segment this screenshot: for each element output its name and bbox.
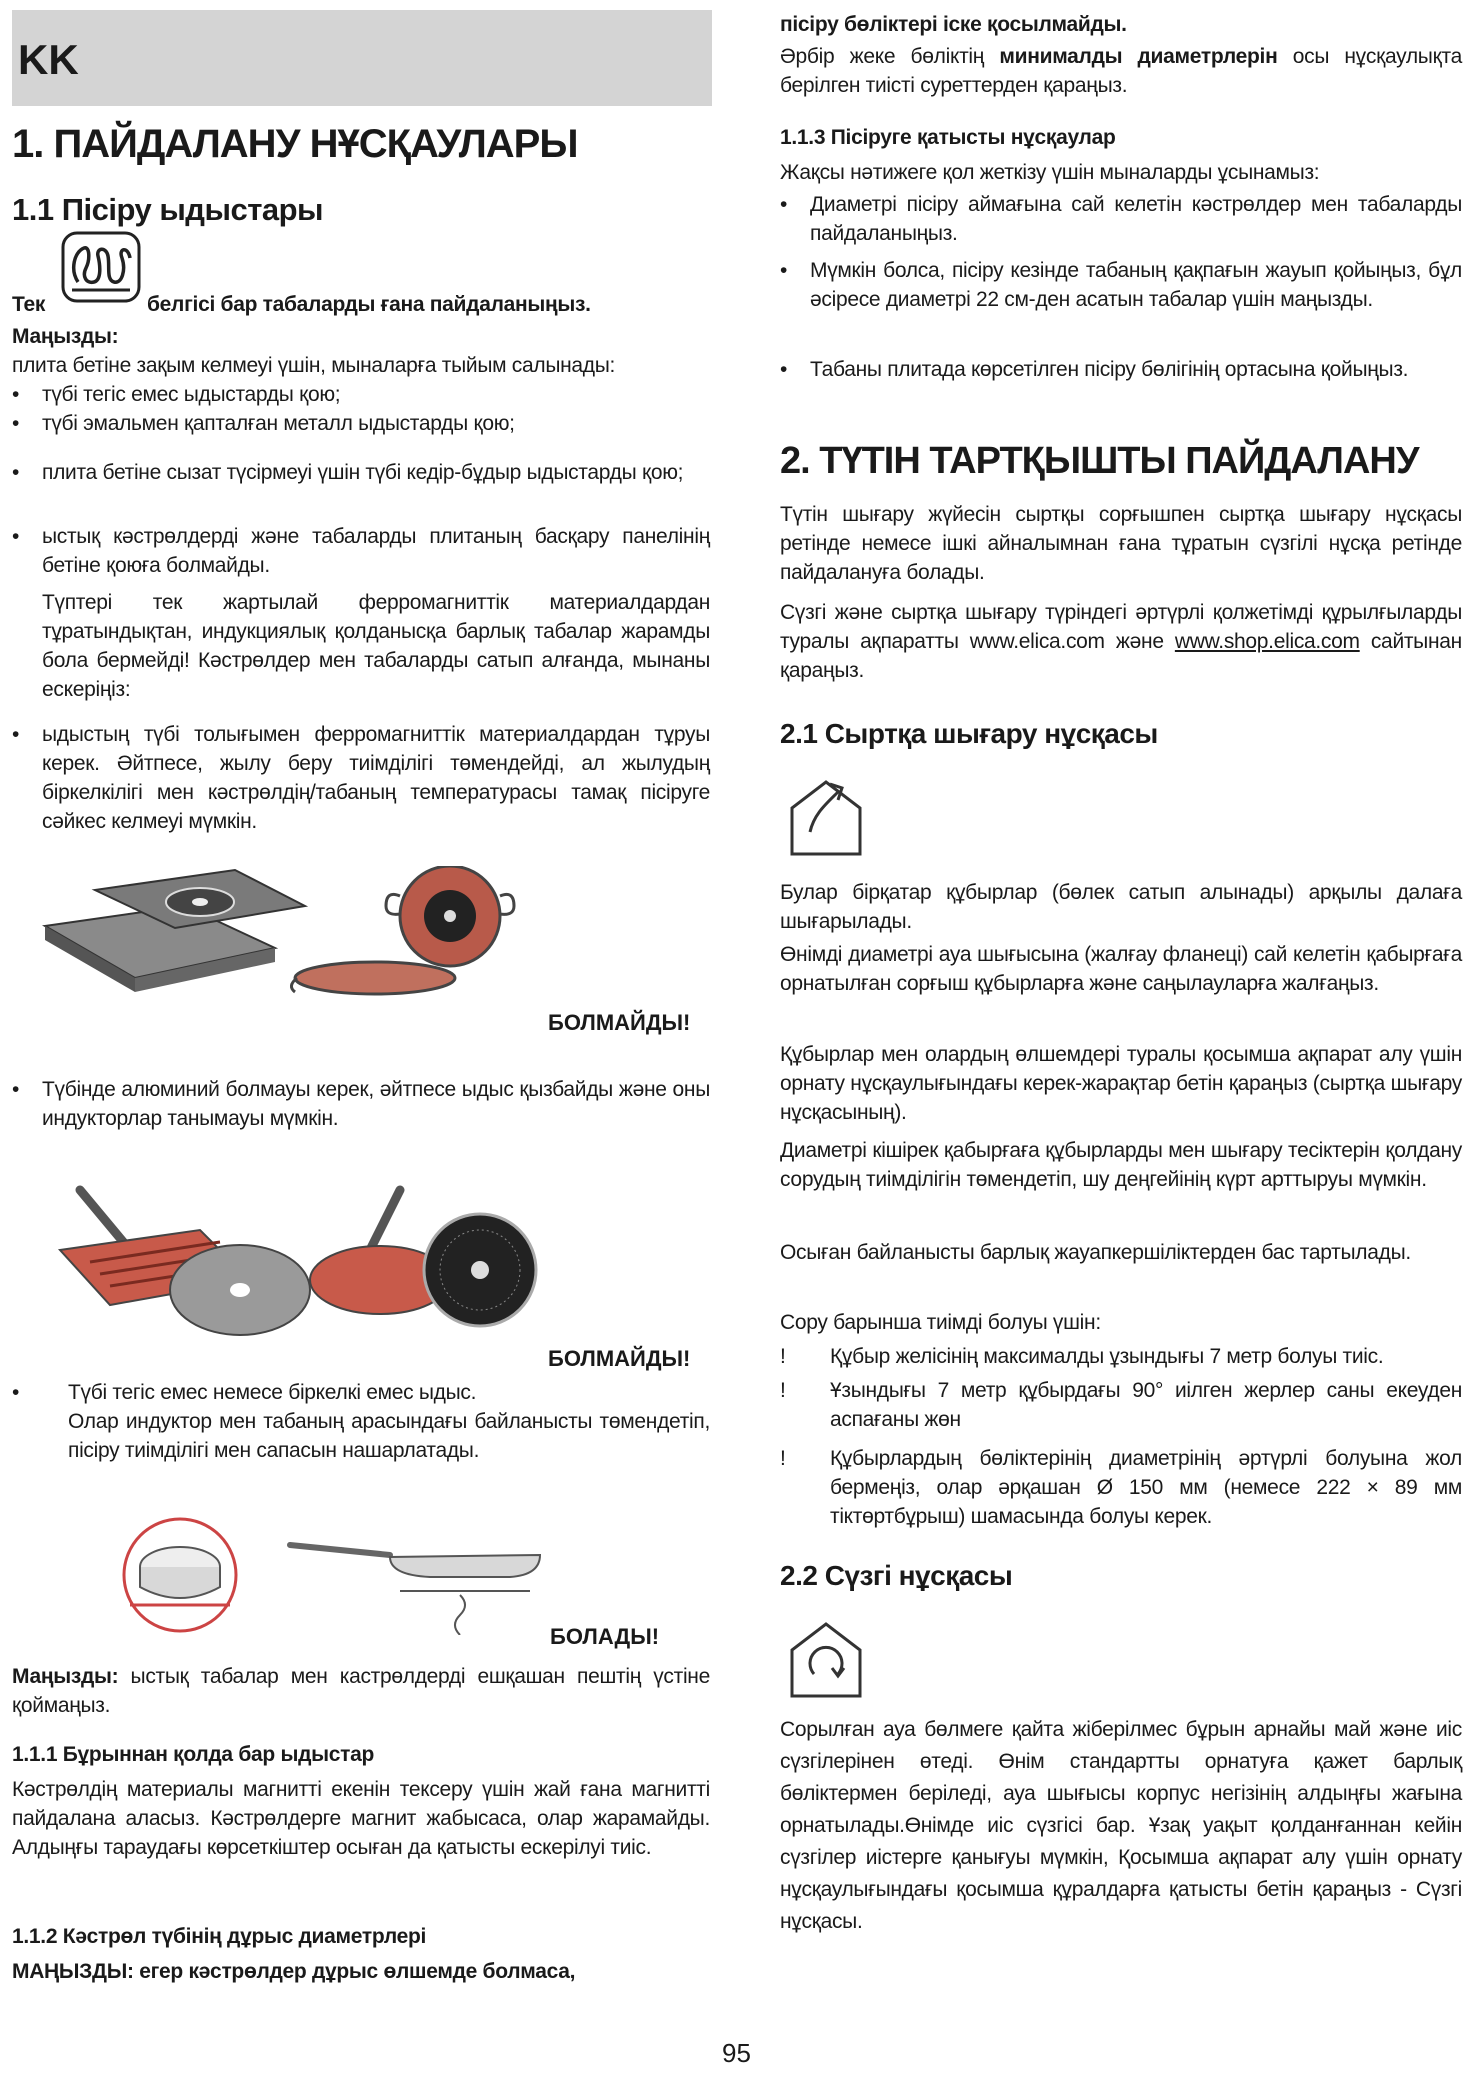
list-item: • ыдыстың түбі толығымен ферромагниттік материалдардан тұруы керек. Әйтпесе, жылу беру тиімділігі төмендейді, ал жылудың біркелкілігі мен кәстрөлдің/табаның температурасы тамақ пісіруге сәйкес келмеуі мүмкін. [12, 720, 710, 836]
s21-paragraph: Өнімді диаметрі ауа шығысына (жалғау фланеці) сай келетін қабырғаға орнатылған сорғыш құбырларға және саңылауларға жалғаңыз. [780, 943, 1462, 995]
list-item: • Диаметрі пісіру аймағына сай келетін кәстрөлдер мен табаларды пайдаланыңыз. [780, 190, 1462, 248]
bullet-mark: • [780, 193, 788, 216]
bullet-mark: • [12, 1078, 20, 1101]
s112-cont-text-b: осы нұсқаулықта берілген тиісті суреттерден қараңыз. [780, 45, 1462, 97]
s21-paragraph: Құбырлар мен олардың өлшемдері туралы қосымша ақпарат алу үшін орнату нұсқаулығындағы керек-жарақтар бетін қараңыз (сыртқа шығару нұсқасының). [780, 1043, 1462, 1124]
flat-bottom-pans-image [90, 1505, 550, 1635]
s112-cont-bold2: минималды диаметрлерін [999, 45, 1278, 68]
page-number: 95 [722, 2038, 751, 2068]
s111-title: 1.1.1 Бұрыннан қолда бар ыдыстар [12, 1743, 375, 1766]
intro-text: плита бетіне зақым келмеуі үшін, мыналарға тыйым салынады: [12, 354, 616, 377]
ok-label: БОЛАДЫ! [550, 1624, 660, 1649]
grill-pans-image [40, 1170, 550, 1340]
s113-intro: Жақсы нәтижеге қол жеткізу үшін мыналарды ұсынамыз: [780, 161, 1320, 184]
list-item: • Түбі тегіс емес немесе біркелкі емес ыдыс. [12, 1378, 710, 1407]
tek-prefix: Тек [12, 293, 46, 316]
info-text-b: сайтынан қараңыз. [780, 630, 1462, 682]
list-item: • Мүмкін болса, пісіру кезінде табаның қақпағын жауып қойыңыз, бұл әсіресе диаметрі 22 см-ден асатын табалар үшін маңызды. [780, 256, 1462, 314]
important2-text: ыстық табалар мен кастрөлдерді ешқашан пештің үстіне қоймаңыз. [12, 1665, 710, 1717]
s111-text: Кәстрөлдің материалы магнитті екенін тексеру үшін жай ғана магнитті пайдалана аласыз. Кәстрөлдерге магнит жабысаса, олар жарамайды. Алдыңғы тараудағы көрсеткіштер осыған да қатысты ескерілуі тиіс. [12, 1778, 710, 1859]
elica-shop-link[interactable]: www.shop.elica.com [1174, 630, 1360, 653]
s22-title: 2.2 Сүзгі нұсқасы [780, 1560, 1013, 1591]
bullet-mark: • [780, 358, 788, 381]
s112-important [12, 1957, 710, 1986]
tek-rest: белгісі бар табаларды ғана пайдаланыңыз. [147, 293, 591, 316]
s112-cont-text-a: Әрбір жеке бөліктің [780, 45, 985, 68]
bullet-mark: • [12, 1381, 20, 1404]
list-item: • ыстық кәстрөлдерді және табаларды плитаның басқару панелінің бетіне қоюға болмайды. [12, 522, 710, 580]
list-item: • плита бетіне сызат түсірмеуі үшін түбі кедір-бұдыр ыдыстарды қою; [12, 458, 710, 487]
list-item: ! Құбыр желісінің максималды ұзындығы 7 метр болуы тиіс. [780, 1342, 1462, 1371]
griddle-and-paella-pan-image [35, 866, 555, 1006]
warning-label: БОЛМАЙДЫ! [548, 1010, 691, 1035]
bullet-mark: • [12, 723, 20, 746]
list-item: ! Ұзындығы 7 метр құбырдағы 90° иілген жерлер саны екеуден аспағаны жөн [780, 1376, 1462, 1434]
induction-coil-icon [60, 230, 142, 304]
bullet-mark: • [780, 259, 788, 282]
important2-label: Маңызды: [12, 1665, 119, 1688]
ferro-paragraph: Түптері тек жартылай ферромагниттік материалдардан тұратындықтан, индукциялық қолданысқа барлық табалар жарамды бола бермейді! Кәстрөлдер мен табаларды сатып алғанда, мынаны ескеріңіз: [42, 591, 710, 701]
bullet-mark: • [12, 383, 20, 406]
language-code: KK [18, 36, 79, 83]
s113-title: 1.1.3 Пісіруге қатысты нұсқаулар [780, 126, 1116, 149]
s112-label: МАҢЫЗДЫ: [12, 1960, 134, 1983]
section2-title: 2. ТҮТІН ТАРТҚЫШТЫ ПАЙДАЛАНУ [780, 440, 1419, 482]
s21-title: 2.1 Сыртқа шығару нұсқасы [780, 718, 1158, 749]
section1-title: 1. ПАЙДАЛАНУ НҰСҚАУЛАРЫ [12, 122, 578, 166]
s112-cont-paragraph [780, 42, 1462, 100]
list-item: • түбі эмальмен қапталған металл ыдыстарды қою; [12, 409, 710, 438]
bullet-mark: • [12, 461, 20, 484]
warning-label: БОЛМАЙДЫ! [548, 1346, 691, 1371]
section11-title: 1.1 Пісіру ыдыстары [12, 192, 324, 227]
list-item: • түбі тегіс емес ыдыстарды қою; [12, 380, 710, 409]
section2-intro: Түтін шығару жүйесін сыртқы сорғышпен сыртқа шығару нұсқасы ретінде немесе ішкі айналымнан ғана тұратын сүзгілі нұсқа ретінде пайдалануға болады. [780, 503, 1462, 584]
exclamation-mark: ! [780, 1345, 786, 1368]
section2-info [780, 598, 1462, 685]
s21-paragraph: Диаметрі кішірек қабырғаға құбырларды мен шығару тесіктерін қолдану сорудың тиімділігін төмендетіп, шу деңгейінің күрт арттыруы мүмкін. [780, 1139, 1462, 1191]
s112-text: егер кәстрөлдер дұрыс өлшемде болмаса, [139, 1960, 576, 1983]
s21-paragraph: Булар бірқатар құбырлар (бөлек сатып алынады) арқылы далаға шығарылады. [780, 881, 1462, 933]
s22-text: Сорылған ауа бөлмеге қайта жіберілмес бұрын арнайы май және иіс сүзгілерінен өтеді. Өнім стандартты орнатуға қажет барлық бөліктермен беріледі, ауа шығысы корпус негізінің алдыңғы жағына орнатылады.Өнімде иіс сүзгісі бар. Ұзақ уақыт қолданғаннан кейін сүзгілер иістерге қанығуы мүмкін, Қосымша ақпарат алу үшін орнату нұсқаулығындағы қосымша құралдарға қатысты бетін қараңыз - Сүзгі нұсқасы. [780, 1718, 1462, 1933]
bullet-mark: • [12, 412, 20, 435]
recirculating-filter-icon [786, 1616, 866, 1700]
list-item: • Түбінде алюминий болмауы керек, әйтпесе ыдыс қызбайды және оны индукторлар танымауы мүмкін. [12, 1075, 710, 1133]
s21-paragraph: Сору барынша тиімді болуы үшін: [780, 1311, 1101, 1334]
ducted-house-icon [786, 774, 866, 858]
exclamation-mark: ! [780, 1379, 786, 1402]
uneven-paragraph: Олар индуктор мен табаның арасындағы байланысты төмендетіп, пісіру тиімділігі мен сапасын нашарлатады. [68, 1410, 710, 1462]
list-item: • Табаны плитада көрсетілген пісіру бөлігінің ортасына қойыңыз. [780, 355, 1462, 384]
important2-paragraph [12, 1662, 710, 1720]
important-label: Маңызды: [12, 325, 119, 348]
exclamation-mark: ! [780, 1447, 786, 1470]
list-item: ! Құбырлардың бөліктерінің диаметрінің әртүрлі болуына жол бермеңіз, олар әрқашан Ø 150 мм (немесе 222 × 89 мм тіктөртбұрыш) шамасында болуы керек. [780, 1444, 1462, 1531]
s112-cont-bold: пісіру бөліктері іске қосылмайды. [780, 13, 1127, 36]
s21-paragraph: Осыған байланысты барлық жауапкершіліктерден бас тартылады. [780, 1241, 1411, 1264]
info-text-a: Сүзгі және сыртқа шығару түріндегі әртүрлі қолжетімді құрылғыларды туралы ақпаратты www.elica.com және [780, 601, 1462, 653]
language-bar [12, 10, 712, 106]
bullet-mark: • [12, 525, 20, 548]
s112-title: 1.1.2 Кәстрөл түбінің дұрыс диаметрлері [12, 1925, 427, 1948]
